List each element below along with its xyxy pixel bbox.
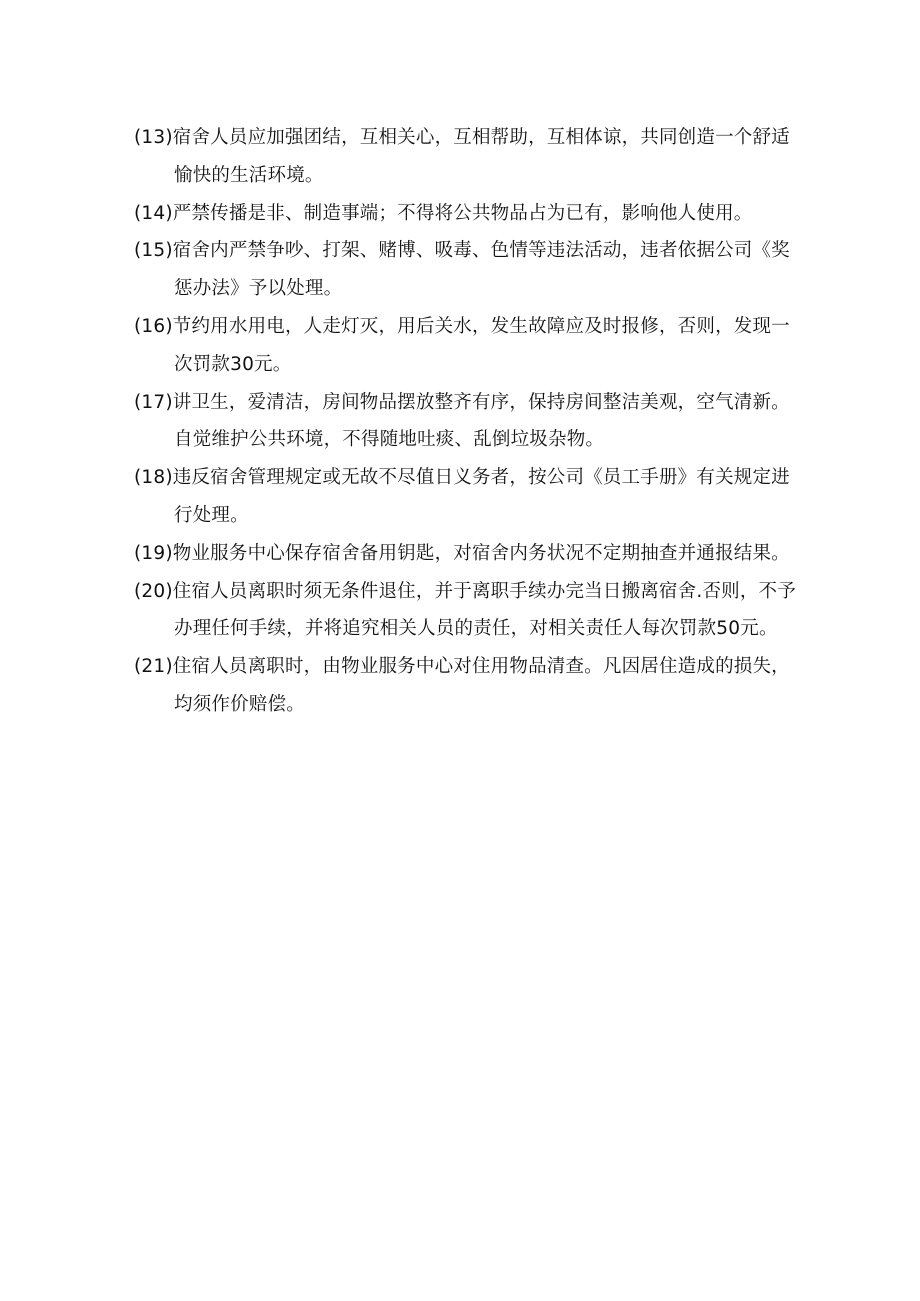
rule-20: (20)住宿人员离职时须无条件退住，并于离职手续办完当日搬离宿舍.否则，不予办理任何手续，并将追究相关人员的责任，对相关责任人每次罚款50元。 [134,580,796,640]
rule-13: (13)宿舍人员应加强团结，互相关心，互相帮助，互相体谅，共同创造一个舒适愉快的生活环境。 [134,127,790,186]
rules-list [134,119,806,724]
rule-18: (18)违反宿舍管理规定或无故不尽值日义务者，按公司《员工手册》有关规定进行处理。 [134,467,790,526]
rule-19: (19)物业服务中心保存宿舍备用钥匙，对宿舍内务状况不定期抽查并通报结果。 [134,542,790,564]
rule-14: (14)严禁传播是非、制造事端；不得将公共物品占为已有，影响他人使用。 [134,202,753,224]
rule-21: (21)住宿人员离职时，由物业服务中心对住用物品清查。凡因居住造成的损失，均须作价赔偿。 [134,656,790,715]
rule-17: (17)讲卫生，爱清洁，房间物品摆放整齐有序，保持房间整洁美观，空气清新。自觉维护公共环境，不得随地吐痰、乱倒垃圾杂物。 [134,391,790,451]
rule-16: (16)节约用水用电，人走灯灭，用后关水，发生故障应及时报修，否则，发现一次罚款30元。 [134,315,790,375]
rule-15: (15)宿舍内严禁争吵、打架、赌博、吸毒、色情等违法活动，违者依据公司《奖惩办法》予以处理。 [134,240,790,300]
